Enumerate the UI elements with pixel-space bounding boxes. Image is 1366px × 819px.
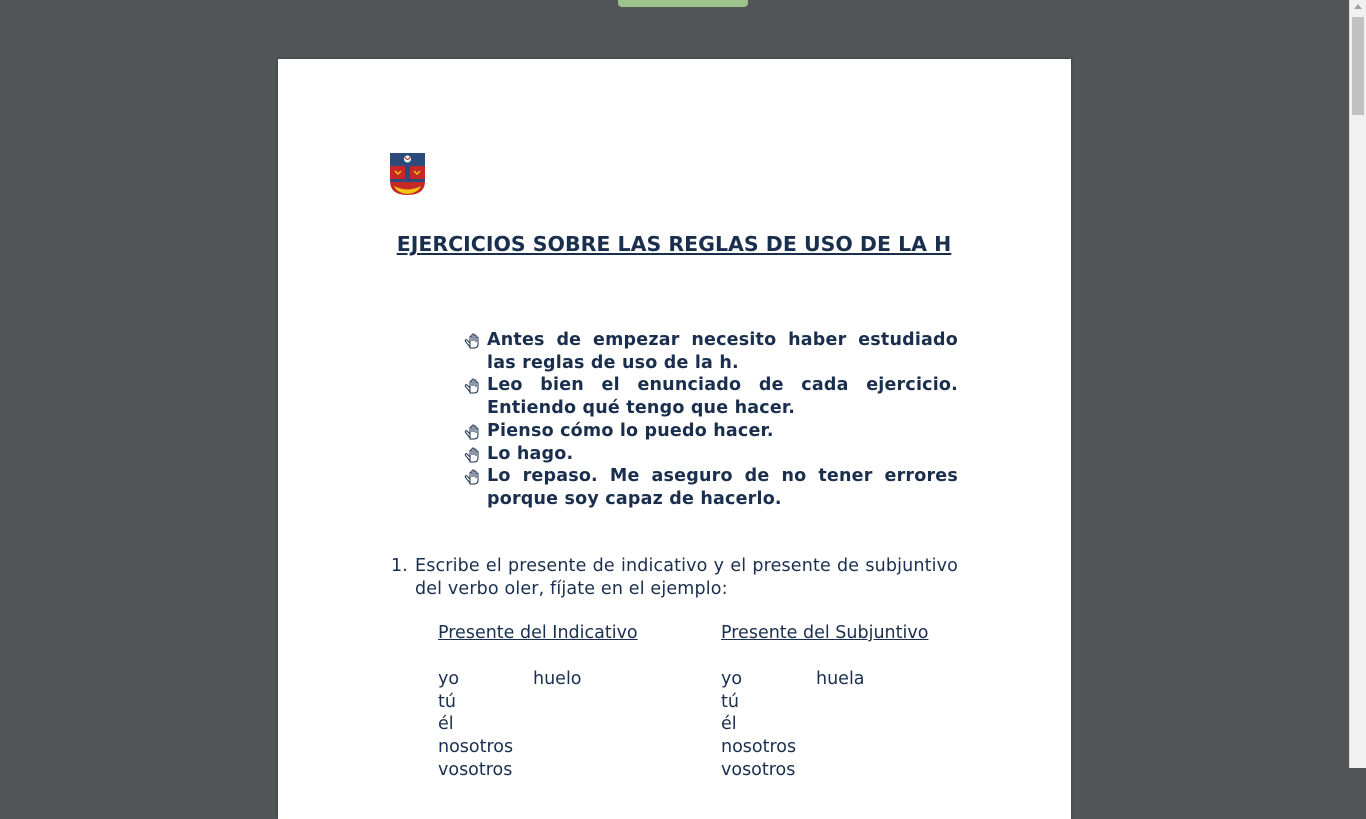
step-item [464,329,958,374]
pointing-hand-icon [464,377,480,394]
conjugation-row [438,691,638,714]
pointing-hand-icon [464,446,480,463]
conjugation-row [438,713,638,736]
conjugation-row [721,668,928,691]
pronoun: yo [721,668,743,689]
pronoun: nosotros [721,737,797,758]
conjugation-row [438,759,638,782]
conjugation-row [721,691,928,714]
step-item [464,420,958,443]
document-page [278,59,1071,819]
indicativo-header: Presente del Indicativo [438,623,638,643]
pointing-hand-icon [464,423,480,440]
exercise-number: 1. [391,556,408,576]
pronoun: tú [438,691,456,712]
scroll-up-arrow-icon[interactable] [1354,4,1362,9]
conjugation-row [438,736,638,759]
vertical-scrollbar[interactable] [1349,0,1366,768]
exercise-1 [391,555,958,600]
pronoun: vosotros [721,759,796,780]
conjugation-row [721,759,928,782]
school-crest-icon [390,153,425,195]
pronoun: vosotros [438,759,513,780]
subjuntivo-column [721,622,928,782]
pointing-hand-icon [464,468,480,485]
pronoun: tú [721,691,739,712]
viewer-top-tab[interactable] [618,0,748,7]
conjugation-row [721,713,928,736]
pronoun: él [438,714,454,735]
step-text: Lo repaso. Me aseguro de no tener errores porque soy capaz de hacerlo. [487,466,958,509]
step-text: Lo hago. [487,443,574,464]
pronoun: nosotros [438,737,514,758]
document-title: EJERCICIOS SOBRE LAS REGLAS DE USO DE LA H [396,232,952,256]
conjugation-row [721,736,928,759]
verb-form: huelo [533,668,582,689]
pronoun: yo [438,668,460,689]
exercise-text: Escribe el presente de indicativo y el presente de subjuntivo del verbo oler, fíjate en el ejemplo: [415,556,958,599]
step-item [464,465,958,510]
steps-list [464,329,958,511]
verb-form: huela [816,668,865,689]
step-text: Antes de empezar necesito haber estudiado las reglas de uso de la h. [487,330,958,373]
step-text: Leo bien el enunciado de cada ejercicio. Entiendo qué tengo que hacer. [487,375,958,419]
step-item [464,374,958,419]
pronoun: él [721,714,737,735]
pointing-hand-icon [464,332,480,349]
conjugation-row [438,668,638,691]
scrollbar-thumb[interactable] [1352,17,1364,115]
step-text: Pienso cómo lo puedo hacer. [487,420,774,441]
step-item [464,443,958,466]
indicativo-column [438,622,638,782]
subjuntivo-header: Presente del Subjuntivo [721,623,929,643]
